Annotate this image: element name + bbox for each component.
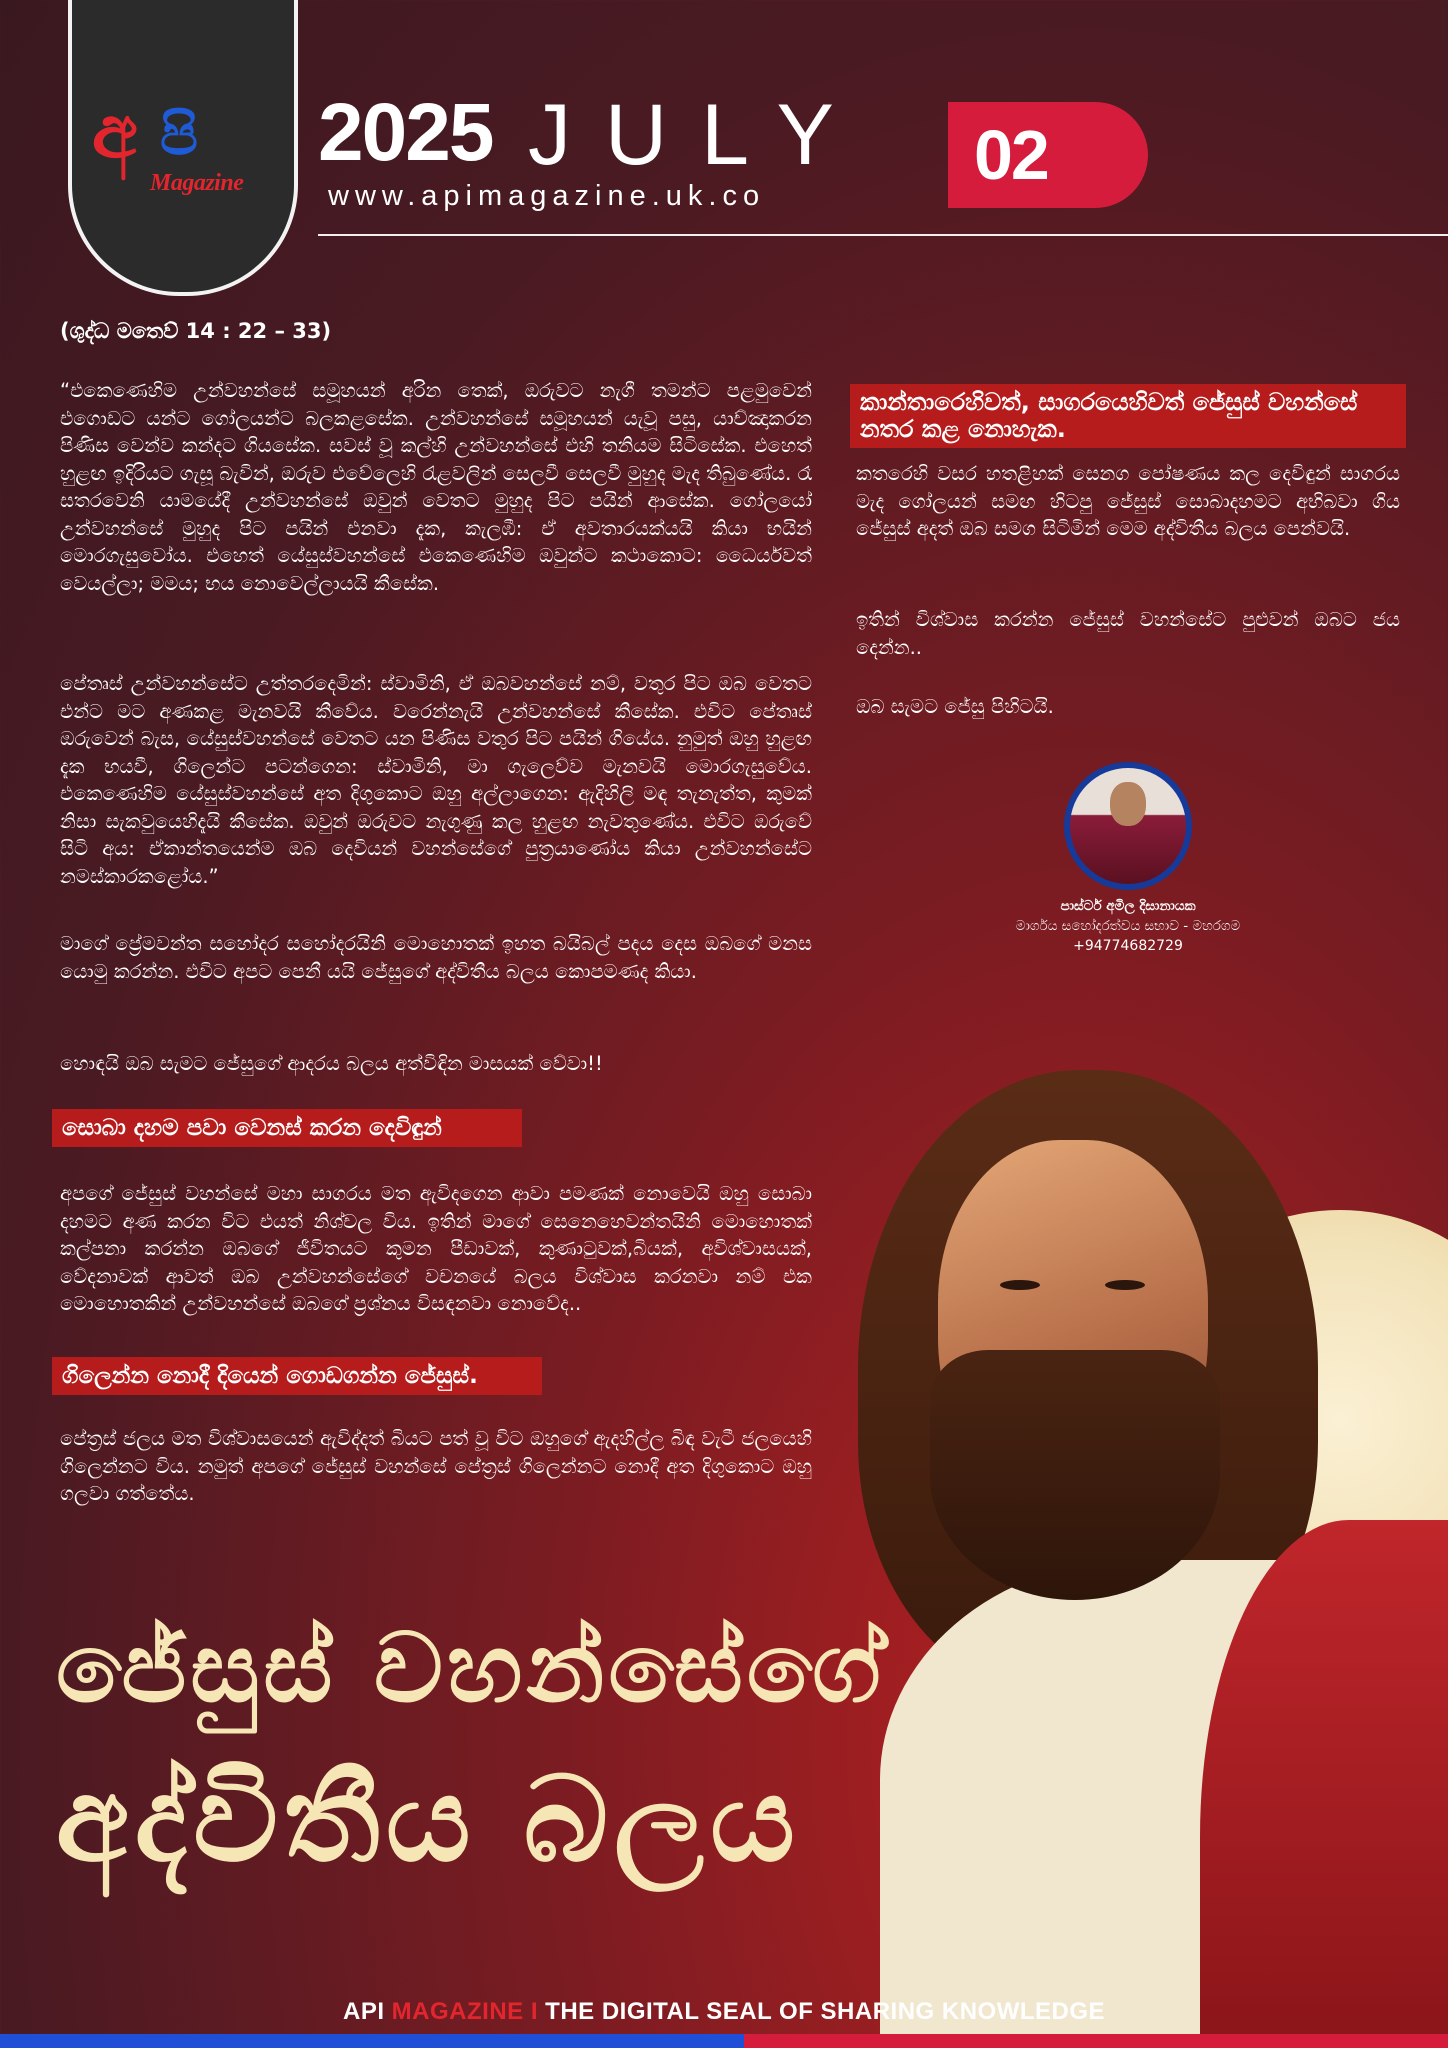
issue-number: 02 [974,116,1048,194]
section-heading: කාන්තාරෙහිවත්, සාගරයෙහිවත් ජේසුස් වහන්සේ නතර කළ නොහැක. [850,384,1406,448]
article-paragraph: පේත්‍රස් ජලය මත විශ්වාසයෙන් ඇවිද්දත් බියට පත් වූ විට ඔහුගේ ඇදහිල්ල බිඳ වැටී ජලයෙහි ගිලෙන්නට විය. නමුත් අපගේ ජේසුස් වහන්සේ පේත්‍රස් ගිලෙන්නට නොදී අත දිගුකොට ඔහු ගලවා ගත්තේය. [60,1427,812,1505]
issue-badge [948,102,1148,208]
article-paragraph: හොඳයි ඔබ සැමට ජේසුගේ ආදරය බලය අත්විඳින මාසයක් වේවා!! [60,1052,603,1075]
article-paragraph: පේතෘස් උන්වහන්සේට උත්තරදෙමින්: ස්වාමිනි, ඒ ඔබවහන්සේ නම්, වතුර පිට ඔබ වෙතට එන්ට මට අණකළ මැනවයි කීවේය. වරෙන්නැයි උන්වහන්සේ කීසේක. එවිට පේතෘස් ඔරුවෙන් බැස, යේසුස්වහන්සේ වෙතට යන පිණිස වතුර පිට පයින් ගියේය. නුමුත් ඔහු හුළඟ දැක භයවී, ගිලෙන්ට පටන්ගෙන: ස්වාමිනි, මා ගැලෙව්ව මැනවයි මොරගැසුවේය. එකෙණෙහිම යේසුස්වහන්සේ අත දිගුකොට ඔහු අල්ලාගෙන: ඇදිහිලි මඳ තැනැත්ත, කුමක් නිසා සැකවුයෙහිදැයි කීසේක. ඔවුන් ඔරුවට නැගුණු කල හුළඟ නැවතුණේය. එවිට ඔරුවේ සිටි අය: ඒකාන්තයෙන්ම ඔබ දෙවියන් වහන්සේගේ පුත්‍රයාණෝය කියා උන්වහන්සේට නමස්කාරකළෝය.” [60,672,812,888]
issue-year: 2025 [318,87,493,178]
article-paragraph: ඉතින් විශ්වාස කරන්න ජේසුස් වහන්සේට පුළුවන් ඔබට ජය දෙන්න.. [856,608,1400,659]
issue-month: JULY [528,87,868,183]
footer-bar-red [744,2034,1448,2048]
author-photo [1070,768,1186,884]
logo-glyph: අ [92,89,138,175]
jesus-illustration-eye [1000,1280,1040,1290]
jesus-illustration-eye [1105,1280,1145,1290]
website-link[interactable]: www.apimagazine.uk.co [328,180,766,212]
section-heading: සොබා දහම පවා වෙනස් කරන දෙවිඳුන් [52,1109,522,1147]
author-organization: මාර්ගය සහෝදරත්වය සභාව - මහරගම [1015,918,1241,934]
author-face [1110,782,1146,826]
footer-brand-accent: MAGAZINE I [391,1998,538,2025]
footer-slogan: THE DIGITAL SEAL OF SHARING KNOWLEDGE [538,1998,1106,2025]
section-heading: ගිලෙන්න නොදී දියෙන් ගොඩගන්න ජේසුස්. [52,1357,542,1395]
article-paragraph: කතරෙහි වසර හතළිහක් සෙනග පෝෂණය කල දෙවිඳුන් සාගරය මැද ගෝලයන් සමඟ හිටපු ජේසුස් සොබාදහමට අභිබවා ගිය ජේසුස් අදත් ඔබ සමග සිටිමින් මෙම අද්විතීය බලය පෙන්වයි. [856,462,1400,540]
page-title-line-1: ජේසුස් වහන්සේගේ [56,1612,885,1724]
jesus-illustration-beard [930,1350,1220,1600]
article-paragraph: මාගේ ප්‍රේමවන්ත සහෝදර සහෝදරයිනි මොහොතක් ඉහත බයිබල් පදය දෙස ඔබගේ මනස යොමු කරන්න. එවිට අපට පෙනී යයි ජේසුගේ අද්විතීය බලය කොපමණද කියා. [60,932,812,983]
article-paragraph: ඔබ සැමට ජේසු පිහිටයි. [856,695,1054,718]
author-phone: +94774682729 [1073,938,1183,954]
author-avatar [1064,762,1192,890]
logo-text: Magazine [150,170,244,196]
page-title-line-2: අද්විතීය බලය [56,1750,801,1888]
header-divider [318,234,1448,236]
author-name: පාස්ටර් අමිල දිසානායක [1060,898,1196,914]
logo-glyph: පි [160,103,198,168]
footer-brand: API [342,1998,392,2025]
article-paragraph: “එකෙණෙහිම උන්වහන්සේ සමූහයන් අරින තෙක්, ඔරුවට නැගී තමන්ට පළමුවෙන් එගොඩට යන්ට ගෝලයන්ට බලකළසේක. උන්වහන්සේ සමූහයන් යැවූ පසු, යාච්ඤාකරන පිණිස වෙන්ව කන්දට ගියසේක. සවස් වූ කල්හි උන්වහන්සේ එහි තනියම සිටිසේක. එහෙත් හුළඟ ඉදිරියට ගැසූ බැවින්, ඔරුව එවේලෙහි රැළවලින් සෙලවී සෙලවී මුහුද මැද තිබුණේය. රෑ සතරවෙනි යාමයේදී උන්වහන්සේ ඔවුන් වෙතට මුහුද පිට පයින් ආසේක. ගෝලයෝ උන්වහන්සේ මුහුද පිට පයින් එනවා දැක, කැලඹී: ඒ අවතාරයක්යයි කියා භයින් මොරගැසුවෝය. එහෙත් යේසුස්වහන්සේ එකෙණෙහිම ඔවුන්ට කථාකොට: ධෛර්යවත් වෙයල්ලා; මමය; භය නොවෙල්ලායයි කීසේක. [60,379,812,595]
footer-tagline [0,1998,1448,2026]
footer-bar-blue [0,2034,744,2048]
article-paragraph: අපගේ ජේසුස් වහන්සේ මහා සාගරය මත ඇවිදගෙන ආවා පමණක් නොවෙයි ඔහු සොබා දහමට අණ කරන විට එයත් නිශ්චල විය. ඉතින් මාගේ සෙනෙහෙවන්තයිනි මොහොතක් කල්පනා කරන්න ඔබගේ ජීවිතයට කුමන පීඩාවක්, කුණාටුවක්,බියක්, අවිශ්වාසයක්, වේදනාවක් ආවත් ඔබ උන්වහන්සේගේ වචනයේ බලය විශ්වාස කරනවා නම් එක මොහොතකින් උන්වහන්සේ ඔබගේ ප්‍රශ්නය විසඳනවා නොවේද.. [60,1182,812,1315]
scripture-reference: (ශුද්ධ මතෙව් 14 : 22 – 33) [60,319,332,343]
